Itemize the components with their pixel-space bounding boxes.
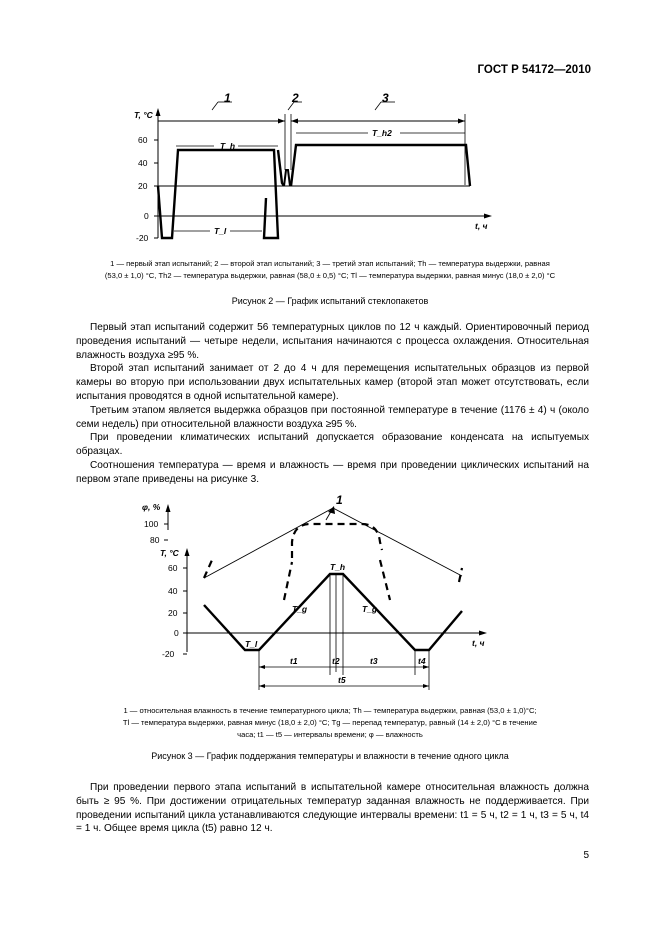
paragraph: Второй этап испытаний занимает от 2 до 4 ч для перемещения испытательных образцов из первой камеры во вторую при использовании двух испытательных камер (второй этап может отсутствовать, если испытания проводятся в одной испытательной камере). <box>76 363 589 402</box>
paragraph: Соотношения температура — время и влажность — время при проведении циклических испытаний на первом этапе приведены на рисунке 3. <box>76 459 589 485</box>
svg-text:1: 1 <box>336 493 343 507</box>
svg-text:100: 100 <box>144 519 159 529</box>
svg-text:60: 60 <box>168 563 178 573</box>
svg-text:T_h: T_h <box>220 141 236 151</box>
svg-text:-20: -20 <box>162 649 175 659</box>
paragraph: Третьим этапом является выдержка образцов при постоянной температуре в течение (1176 ± 4) ч (около семи недель) при относительной влажности воздуха ≥95 %. <box>76 404 589 430</box>
svg-text:T_g: T_g <box>362 604 378 614</box>
figure-3-legend: 1 — относительная влажность в течение температурного цикла; Th — температура выдержки, равная (53,0 ± 1,0)°С; Tl — температура выдержки, равная минус (18,0 ± 2,0) °С; Tg — перепад температур, равный (14 ± 2,0) °С в течение часа; t1 — t5 — интервалы времени; φ — влажность <box>122 706 538 739</box>
fig2-y-label: T, °C <box>134 110 153 120</box>
svg-text:T_l: T_l <box>214 226 227 236</box>
svg-text:T_h: T_h <box>330 562 346 572</box>
svg-text:40: 40 <box>138 158 148 168</box>
figure-3-chart <box>140 490 500 700</box>
svg-text:T_l: T_l <box>245 639 258 649</box>
fig3-temperature-curve <box>204 574 462 650</box>
svg-text:80: 80 <box>150 535 160 545</box>
svg-text:t2: t2 <box>332 656 340 666</box>
fig2-y-arrow <box>156 108 161 116</box>
page-number: 5 <box>583 850 589 861</box>
svg-text:60: 60 <box>138 135 148 145</box>
paragraph: При проведении первого этапа испытаний в испытательной камере относительная влажность должна быть ≥ 95 %. При достижении отрицательных температур заданная влажность не поддерживается. При проведении испытаний цикла устанавливаются следующие интервалы времени: t1 = 5 ч, t2 = 1 ч, t3 = 5 ч, t4 = 1 ч. Общее время цикла (t5) равно 12 ч. <box>76 782 589 835</box>
fig2-curve-stage3 <box>291 145 470 186</box>
figure-2-title: Рисунок 2 — График испытаний стеклопакетов <box>231 296 429 306</box>
svg-text:3: 3 <box>382 91 389 105</box>
svg-text:t5: t5 <box>338 675 346 685</box>
svg-text:20: 20 <box>168 608 178 618</box>
svg-text:0: 0 <box>174 628 179 638</box>
svg-text:20: 20 <box>138 181 148 191</box>
fig2-x-label: t, ч <box>475 221 488 231</box>
svg-text:T_g: T_g <box>292 604 308 614</box>
figure-3-title: Рисунок 3 — График поддержания температуры и влажности в течение одного цикла <box>151 751 509 761</box>
body-text <box>76 321 589 487</box>
fig3-t-label: T, °C <box>160 548 179 558</box>
svg-text:t1: t1 <box>290 656 298 666</box>
final-text <box>76 781 589 836</box>
fig2-x-arrow <box>484 214 492 219</box>
document-header: ГОСТ Р 54172—2010 <box>477 64 591 76</box>
svg-text:1: 1 <box>224 91 231 105</box>
figure-2-chart <box>120 88 500 250</box>
svg-text:T_h2: T_h2 <box>372 128 392 138</box>
svg-text:40: 40 <box>168 586 178 596</box>
svg-text:t4: t4 <box>418 656 426 666</box>
paragraph: Первый этап испытаний содержит 56 температурных циклов по 12 ч каждый. Ориентировочный период проведения испытаний — четыре недели, испытания начинаются с процесса охлаждения. Относительная влажность воздуха ≥95 %. <box>76 322 589 361</box>
fig2-curve-stage1 <box>158 150 278 238</box>
fig3-phi-label: φ, % <box>142 502 161 512</box>
svg-text:0: 0 <box>144 211 149 221</box>
fig3-x-label: t, ч <box>472 638 485 648</box>
svg-text:t3: t3 <box>370 656 378 666</box>
svg-text:2: 2 <box>292 91 299 105</box>
svg-text:-20: -20 <box>136 233 149 243</box>
paragraph: При проведении климатических испытаний допускается образование конденсата на испытуемых образцах. <box>76 432 589 458</box>
figure-2-legend: 1 — первый этап испытаний; 2 — второй этап испытаний; 3 — третий этап испытаний; Th — температура выдержки, равная (53,0 ± 1,0) °С, Th2 — температура выдержки, равная (58,0 ± 0,5) °С; Tl — температура выдержки, равная минус (18,0 ± 2,0) °С <box>104 259 556 280</box>
